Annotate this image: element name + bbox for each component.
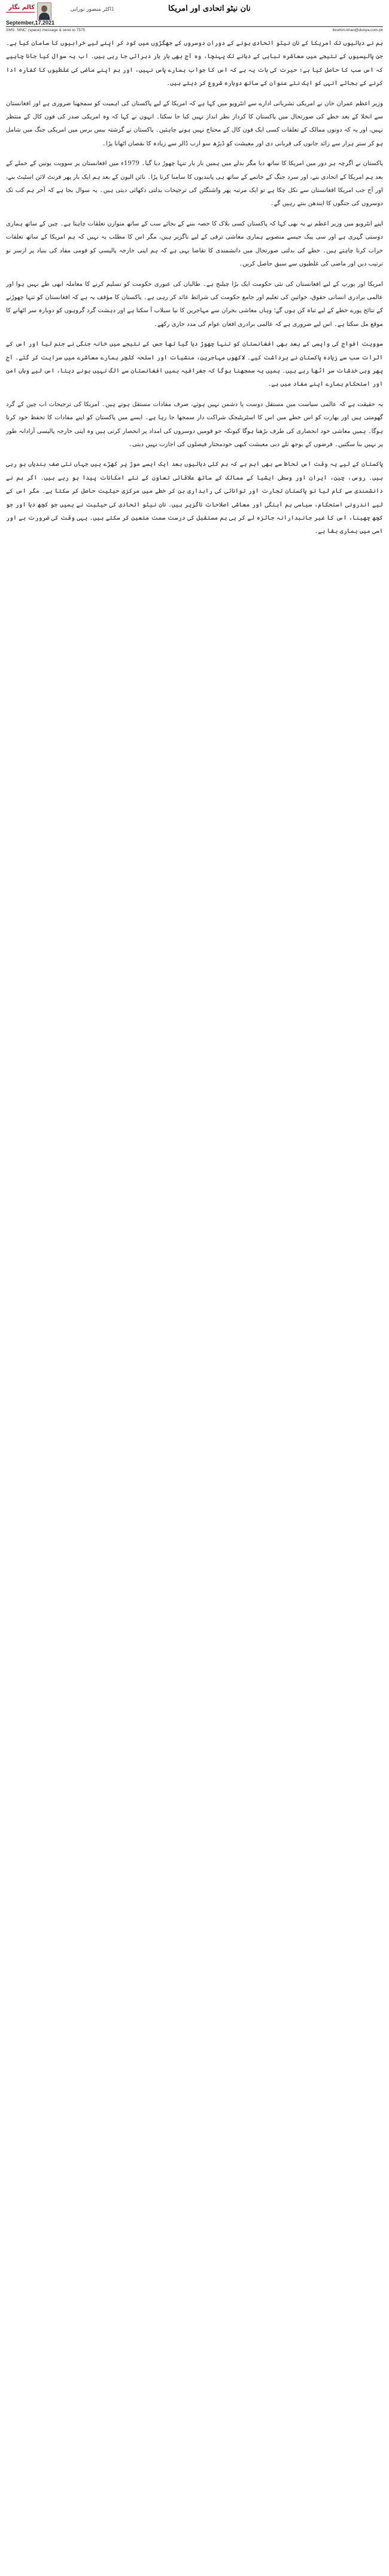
article-headline: نان نیٹو اتحادی اور امریکا (168, 4, 251, 13)
author-email[interactable]: ibrahim.khan@dunya.com.pk (332, 28, 383, 32)
logo-underline (6, 12, 35, 17)
paragraph: یہ حقیقت ہے کہ عالمی سیاست میں مستقل دوست یا دشمن نہیں ہوتے، صرف مفادات مستقل ہوتے ہیں۔ امریکا کی ترجیحات اب چین کے گرد گھومتی ہیں اور بھارت کو اس خطے میں اس کا اسٹریٹیجک شراکت دار سمجھا جا رہا ہے۔ ایسے میں پاکستان کو اپنے مفادات کا تحفظ خود کرنا ہوگا۔ ہمیں معاشی خود انحصاری کی طرف بڑھنا ہوگا کیونکہ جو قومیں دوسروں کی امداد پر انحصار کرتی ہیں وہ اپنی خارجہ پالیسی آزادانہ طور پر نہیں بنا سکتیں۔ قرضوں کے بوجھ تلے دبی معیشت کبھی خودمختار فیصلوں کی اجازت نہیں دیتی۔ (6, 401, 383, 448)
publish-date: September,17,2021 (6, 20, 55, 26)
paragraph: پاکستان نے اگرچہ ہر دور میں امریکا کا ساتھ دیا مگر بدلے میں ہمیں بار بار تنہا چھوڑ دیا گیا۔ 1979ء میں افغانستان پر سوویت یونین کے حملے کے بعد ہم امریکا کے اتحادی بنے، اور سرد جنگ کے خاتمے کے ساتھ ہی پابندیوں کا سامنا کرنا پڑا۔ نائن الیون کے بعد ہم ایک بار پھر فرنٹ لائن اسٹیٹ بنے، اور آج جب امریکا افغانستان سے نکل چکا ہے تو ایک مرتبہ پھر واشنگٹن کی ترجیحات بدلتی دکھائی دیتی ہیں۔ یہ سوال بجا ہے کہ آخر ہم کب تک دوسروں کی جنگوں کا ایندھن بنتے رہیں گے۔ (6, 160, 383, 207)
logo-text: کالم نگار (8, 4, 35, 11)
contact-bar (6, 26, 383, 33)
author-name: ڈاکٹر منصور نورانی (70, 7, 114, 13)
paragraph: سوویت افواج کی واپسی کے بعد بھی افغانستان کو تنہا چھوڑ دیا گیا تھا جس کے نتیجے میں خانہ جنگی نے جنم لیا اور اس کے اثرات سب سے زیادہ پاکستان نے برداشت کیے۔ لاکھوں مہاجرین، منشیات اور اسلحہ کلچر ہمارے معاشرے میں سرایت کر گئے۔ آج پھر وہی خدشات سر اٹھا رہے ہیں۔ ہمیں یہ سمجھنا ہوگا کہ جغرافیہ ہمیں افغانستان سے الگ نہیں ہونے دیتا، اس لیے وہاں امن اور استحکام ہمارے اپنے مفاد میں ہے۔ (6, 341, 383, 388)
article-body (6, 37, 383, 2568)
paragraph: ہم نے دہائیوں تک امریکا کے نان نیٹو اتحادی ہونے کے دوران دوسروں کے جھگڑوں میں کود کر اپنے لیے خرابیوں کا سامان کیا ہے۔ جن پالیسیوں کے نتیجے میں معاشرہ تباہی کے دہانے تک پہنچا، وہ آج بھی بار بار دہرائی جا رہی ہیں۔ اب یہ سوال کیا جانا چاہیے کہ اس سب کا حاصل کیا ہے؛ حیرت کی بات یہ ہے کہ اس کا جواب ہمارے پاس نہیں، اور ہم اپنے ماضی کی غلطیوں کا کفارہ ادا کرنے کے بجائے انہی کو ایک نئے عنوان کے ساتھ دوبارہ شروع کر دیتے ہیں۔ (6, 40, 383, 87)
paragraph: وزیر اعظم عمران خان نے امریکی نشریاتی ادارے سے انٹرویو میں کہا ہے کہ امریکا کے لیے پاکستان کی اہمیت کو سمجھنا ضروری ہے اور افغانستان سے انخلا کے بعد خطے کی صورتحال میں پاکستان کا کردار نظر انداز نہیں کیا جا سکتا۔ انہوں نے کہا کہ وہ امریکی صدر کی فون کال کے منتظر نہیں، اور یہ کہ دونوں ممالک کے تعلقات کسی ایک فون کال کے محتاج نہیں ہونے چاہئیں۔ پاکستان نے گزشتہ بیس برس میں امریکی جنگ میں شامل ہو کر ستر ہزار سے زائد جانوں کی قربانی دی اور معیشت کو ڈیڑھ سو ارب ڈالر سے زیادہ کا نقصان اٹھانا پڑا۔ (6, 100, 383, 147)
author-photo (37, 2, 51, 20)
publication-logo (6, 2, 53, 18)
paragraph: پاکستان کے لیے یہ وقت اس لحاظ سے بھی اہم ہے کہ ہم کئی دہائیوں بعد ایک ایسے موڑ پر کھڑے ہیں جہاں نئی صف بندیاں ہو رہی ہیں۔ روس، چین، ایران اور وسطی ایشیا کے ممالک کے ساتھ علاقائی تعاون کے نئے امکانات پیدا ہو رہے ہیں۔ اگر ہم نے دانشمندی سے کام لیا تو پاکستان تجارت اور توانائی کی راہداری بن کر خطے میں مرکزی حیثیت حاصل کر سکتا ہے۔ مگر اس کے لیے اندرونی استحکام، سیاسی ہم آہنگی اور معاشی اصلاحات ناگزیر ہیں۔ نان نیٹو اتحادی کی حیثیت نے ہمیں جو کچھ دیا اور جو کچھ چھینا، اس کا غیر جانبدارانہ جائزہ لے کر ہی ہم مستقبل کی درست سمت متعین کر سکتے ہیں۔ یہی وقت کی ضرورت ہے اور اسی میں ہماری بقا ہے۔ (6, 461, 383, 535)
sms-instructions: SMS: 'MNC' (space) message & send to 7575 (6, 28, 86, 32)
column-header (0, 0, 389, 35)
paragraph: اپنے انٹرویو میں وزیر اعظم نے یہ بھی کہا کہ پاکستان کسی بلاک کا حصہ بننے کے بجائے سب کے ساتھ متوازن تعلقات چاہتا ہے۔ چین کے ساتھ ہماری دوستی گہری ہے اور سی پیک جیسے منصوبے ہماری معاشی ترقی کے لیے ناگزیر ہیں، مگر اس کا مطلب یہ نہیں کہ ہم امریکا کے ساتھ تعلقات خراب کرنا چاہتے ہیں۔ خطے کی بدلتی صورتحال میں دانشمندی کا تقاضا یہی ہے کہ ہم اپنی خارجہ پالیسی کو قومی مفاد کی بنیاد پر ازسر نو ترتیب دیں اور ماضی کی غلطیوں سے سبق حاصل کریں۔ (6, 220, 383, 268)
paragraph: امریکا اور یورپ کے لیے افغانستان کی نئی حکومت ایک بڑا چیلنج ہے۔ طالبان کی عبوری حکومت کو تسلیم کرنے کا معاملہ ابھی طے نہیں ہوا اور عالمی برادری انسانی حقوق، خواتین کی تعلیم اور جامع حکومت کی شرائط عائد کر رہی ہے۔ پاکستان کا مؤقف یہ ہے کہ افغانستان کو تنہا چھوڑنے کے نتائج پورے خطے کے لیے تباہ کن ہوں گے؛ وہاں معاشی بحران سے مہاجرین کا نیا سیلاب آ سکتا ہے اور دہشت گرد گروہوں کو دوبارہ سر اٹھانے کا موقع مل سکتا ہے۔ اس لیے ضروری ہے کہ عالمی برادری افغان عوام کی مدد جاری رکھے۔ (6, 280, 383, 328)
